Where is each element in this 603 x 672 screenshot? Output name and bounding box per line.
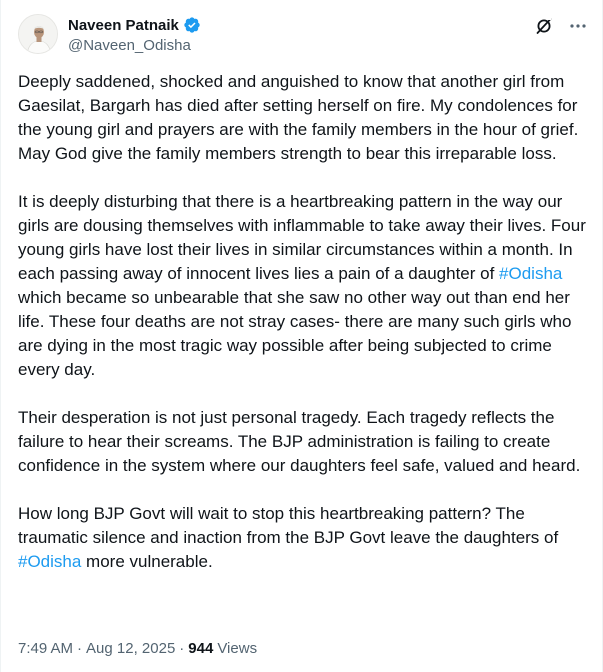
separator: ·: [77, 640, 83, 657]
hashtag-link[interactable]: #Odisha: [18, 552, 82, 571]
tweet-paragraph-2: [18, 190, 586, 382]
author-handle[interactable]: @Naveen_Odisha: [68, 37, 191, 54]
tweet-text: [18, 70, 586, 598]
views-label: Views: [217, 640, 258, 657]
paragraph-text: How long BJP Govt will wait to stop this heartbreaking pattern? The traumatic silence and inaction from the BJP Govt leave the daughters of: [18, 504, 559, 547]
avatar[interactable]: [18, 14, 58, 54]
grok-icon[interactable]: [534, 16, 554, 36]
hashtag-link[interactable]: #Odisha: [499, 264, 563, 283]
more-options-icon[interactable]: [568, 16, 588, 36]
header-actions: [534, 16, 588, 36]
verified-badge-icon[interactable]: [183, 16, 201, 34]
paragraph-text: It is deeply disturbing that there is a heartbreaking pattern in the way our girls are dousing themselves with inflammable to take away their lives. Four young girls have lost their lives in similar circumstances within a month. In each passing away of innocent lives lies a pain of a daughter of: [18, 192, 586, 283]
tweet-paragraph-3: Their desperation is not just personal tragedy. Each tragedy reflects the failure to hear their screams. The BJP administration is failing to create confidence in the system where our daughters feel safe, valued and heard.: [18, 408, 581, 475]
separator: ·: [179, 640, 185, 657]
author-names: [68, 15, 201, 54]
tweet-date[interactable]: Aug 12, 2025: [86, 640, 176, 657]
display-name[interactable]: Naveen Patnaik: [68, 16, 179, 34]
tweet-header: [18, 14, 588, 58]
tweet-paragraph-4: [18, 502, 586, 574]
avatar-portrait-icon: [19, 15, 58, 54]
paragraph-text: more vulnerable.: [81, 552, 213, 571]
views-count[interactable]: 944: [188, 640, 214, 657]
tweet-paragraph-1: Deeply saddened, shocked and anguished to know that another girl from Gaesilat, Bargarh has died after setting herself on fire. My condolences for the young girl and prayers are with the family members in the hour of grief. May God give the family members strength to bear this irreparable loss.: [18, 72, 579, 163]
tweet-time[interactable]: 7:49 AM: [18, 640, 74, 657]
display-name-row: [68, 15, 201, 35]
tweet-meta: [18, 640, 257, 657]
paragraph-text: which became so unbearable that she saw no other way out than end her life. These four deaths are not stray cases- there are many such girls who are dying in the most tragic way possible after being subjected to crime every day.: [18, 288, 572, 379]
